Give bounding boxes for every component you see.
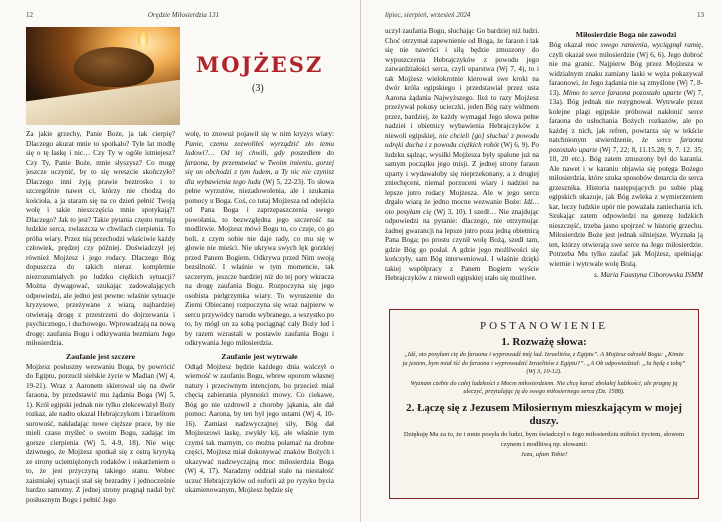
left-columns bbox=[26, 130, 334, 510]
left-running-head bbox=[26, 11, 334, 19]
left-column-2 bbox=[185, 130, 334, 510]
paragraph: Mojżesz posłuszny wezwaniu Boga, by powrócić do Egiptu, porzucił sielskie życie w Madian (Wj 4, 19-21). Wraz z Aaronem skierował się na dwór faraona, by przedstawić mu żądania Boga (Wj 5, 1). Król egipski jednak nie tylko zlekceważył Boży rozkaz, ale nadto okazał Hebrajczykom i Izraelitom surowość, nakładając nowe cięższe prace, by nie mieli czasu myśleć o swoim Bogu, zadając im gorsze cierpienia (Wj 5, 4-9, 18). Nie więc dziwnego, że Mojżesz spotkał się z ostrą krytyką ze strony uciemiężonych rodaków i oskarżeniem o to, że jest przyczyną takiego stanu. Wobec zaistniałej sytuacji stał się bezradny i jednocześnie bardzo samotny. Z jednej strony pragnął nadal być posłusznym Bogu i pełnić Jego bbox=[26, 362, 175, 504]
scripture-quote: Idź… oto posyłam cię bbox=[385, 198, 539, 216]
scripture-quote: że serce faraona pozostało uparte bbox=[549, 136, 703, 154]
right-running-head bbox=[385, 11, 704, 19]
closing-prayer: Jezu, ufam Tobie! bbox=[520, 451, 568, 459]
paragraph: wolę, to znowuż pojawił się w nim kryzys wiary: Panie, czemu zezwoliłeś wyrządzić zło temu ludowi?… Od tej chwili, gdy poszedłem do faraona, by przemawiać w Twoim imieniu, gorzej się on obchodzi z tym ludem, a Ty nic nie czynisz dla wybawienia tego ludu (Wj 5, 22-23). To słowa pełne wyrzutów, niezadowolenia, ale i szukania pomocy u Boga. Coś, co tutaj Mojżesza od odejścia od Pana Boga i zaprzepaszczenia swego powołania, to bezwzględna jego szczerość na modlitwie. Mojżesz mówi Bogu to, co czuje, co go boli, z czym sobie nie daje rady, co mu się w głowie nie mieści. Nie ukrywa swych lęk gorzkiej przed Panem Bogiem. Odkrywa przed Nim swoją bezsilność. I właśnie w tym momencie, tak szczerym, jeszcze bardziej niż do tej pory wkracza na drogę zaufania Bogu. Rozpoczyna się jego osobista pielgrzymka wiary. To wyruszenie do Ziemi Obiecanej rozpoczyna się wraz najpierw w sercu przywódcy narodu wybranego, a wszystko po to, by mógł on za sobą pociągnąć cały Boży lud i by razem wzrastali w postawie zaufania Bogu i odkrywania Jego miłosierdzia. bbox=[185, 130, 334, 347]
paragraph: uczył zaufania Bogu, słuchając Go bardziej niż ludzi. Choć otrzymał zapewnienie od Boga, że faraon i tak się nie nawróci i siłą będzie zmuszony do wypuszczenia Hebrajczyków z powodu jego zatwardziałości serca, czyli uparstwa (Wj 7, 4), to i tak Mojżesz wielokrotnie kierował swe kroki na dwór króla egipskiego i przedstawiał przez usta Aarona żądania Najwyższego. Ileż to razy Mojżesz przeżywał pokusy ucieczki, jeden Bóg razy widmem przez, bardziej, że każdy wymagał Jego słowa pełne nadziei i obietnicy wybawienia Hebrajczyków z niewoli egipskiej, nie chcieli [go] słuchać z powodu udręki ducha i z powodu ciężkich robót (Wj 6, 9). Po ludzku sądząc, wysiłki Mojżesza były spalone już na samym początku jego misji. Z jednej strony faraon uparty i wydawałoby się nieprzekonany, a z drugiej zniechęceni, niemal porzuceni wiary i nadziei na lepsze jutro rodacy Mojżesza. Ale w jego sercu drgało wiarą że jedno mocne wezwanie Boże: Idź… oto posyłam cię (Wj 3, 10). I szedł… Nie znajdując odpowiedzi na pytanie: dlaczego, nie otrzymując żadnej gwarancji na lepsze jutro poza jedną obietnicą Pana Boga; po prostu czynił wolę Bożą, szedł tam, gdzie Bóg go posłał. A gdzie jego możliwości się kończyły, sam Bóg interweniował. I właśnie dzięki takiej współpracy z Panem Bogiem wyście Hebrajczyków z niewoli egipskiej stało się możliwe. bbox=[385, 27, 539, 282]
right-page bbox=[361, 0, 722, 522]
scripture-quote: Mimo to serce faraona pozostało uparte bbox=[562, 88, 682, 97]
scripture-quote: nie chcieli [go] słuchać z powodu udręki ducha i z powodu ciężkich robót bbox=[385, 131, 539, 149]
resolution-text: Dziękuję Mu za to, że i mnie posyła do ludzi, bym świadczył o Jego miłosierdziu miłości życiem, słowem czynem i modlitwą np. słowami: bbox=[403, 431, 685, 448]
right-page-number: 13 bbox=[697, 11, 704, 19]
right-issue-date: lipiec, sierpień, wrzesień 2024 bbox=[385, 11, 471, 19]
right-columns bbox=[385, 27, 703, 307]
scripture-quote: „Idź, oto posyłam cię do faraona i wyprowadź mój lud. Izraelitów, z Egiptu”. A Mojżesz odrzekł Bogu: „Kimże ja jestem, bym miał iść do faraona i wyprowadzić Izraelitów z Egiptu?”. „A Ob odpowiedział: „Ja będę z tobą” (Wj 3, 10-12). bbox=[402, 351, 686, 376]
diary-quote: Wyznam czebie do całej ludzkości z Mocm miłosierdziem. Nie chcę karać zbolałej ludzkości, ale pragnę ją uleczyć, przytulając ją do swego miłosiernego serca (Dz. 1588). bbox=[410, 379, 678, 396]
article-part-number: (3) bbox=[252, 83, 264, 94]
oil-lamp-photo bbox=[26, 27, 180, 125]
section-heading: Miłosierdzie Boga nie zawodzi bbox=[575, 30, 677, 39]
section-heading: Zaufanie jest szczere bbox=[65, 351, 136, 361]
paragraph: Za jakie grzechy, Panie Boże, ja tak cierpię? Dlaczego akurat mnie to spotkało? Tyle lat modlę się o tę łaskę i nic… Czy Ty w ogóle istniejesz? Czy Ty, Panie Boże, mnie słyszysz? Co mogę jeszcze uczynić, by to się wreszcie skończyło? Dlaczego inni żyją prawie beztrosko i to szczególnie nawet ci, którzy nie chodzą do kościoła, a ja staram się na co dzień pełnić Twoją wolę i takie nieszczęścia mnie spotykają?! Dlaczego? Jak to jest? Takie pytania często nurtują ludzkie serca, zwłaszcza w chwilach cierpienia. To próba wiary. Przez nią przechodzi właściwie każdy człowiek, prędzej czy później. Doświadczył jej również Mojżesz i jego rodacy. Dlaczego Bóg dopuszcza do takich nieraz kompletnie niezrozumiałych po ludzku ciężkich sytuacji? Można dywagować, szukając zadowalających odpowiedzi, ale jedno jest pewne: właśnie sytuacje kryzysowe, przeżywane z wiarą, najbardziej otwierają drogę z przestrzeni do dojrzewania i psychicznego, i duchowego. Wprowadzają na nową drogę: zaufania Bogu i odkrywania bezmiaru Jego miłosierdzia. bbox=[26, 130, 175, 347]
scripture-quote: moc swego ramienia, wyciągnął ramię, bbox=[585, 41, 703, 50]
section-heading: Zaufanie jest wytrwałe bbox=[221, 351, 298, 361]
flame-icon bbox=[138, 29, 148, 47]
resolution-box bbox=[389, 309, 699, 499]
right-column-1 bbox=[385, 27, 539, 307]
right-column-2 bbox=[549, 27, 703, 307]
resolution-point-2: 2. Łączę się z Jezusem Miłosiernym mieszkającym w mojej duszy. bbox=[406, 401, 682, 427]
left-journal-title: Orędzie Miłosierdzia 131 bbox=[147, 11, 220, 19]
resolution-point-1: 1. Rozważę słowa: bbox=[501, 336, 587, 348]
left-page-number: 12 bbox=[26, 11, 33, 19]
scripture-quote: Panie, czemu zezwoliłeś wyrządzić zło temu ludowi?… Od tej chwili, gdy poszedłem do faraona, by przemawiać w Twoim imieniu, gorzej się on obchodzi z tym ludem, a Ty nic nie czynisz dla wybawienia tego ludu bbox=[185, 139, 334, 186]
paragraph: Bóg okazał moc swego ramienia, wyciągnął ramię, czyli okazał swe miłosierdzie (Wj 6, 6). Jego dobroć nie ma granic. Najpierw Bóg przez Mojżesza w widzialnym znaku zamiany laski w węża pokazywał faraonowi, że Jego żądania nie są zmyślone (Wj 7, 8-13). Mimo to serce faraona pozostało uparte (Wj 7, 13a). Bóg jednak nie rezygnował. Wytrwale przez kolejne plagi egipskie próbował nakłonić serce faraona do usłuchania Bożych rozkazów, ale po każdej z nich, jak refren, powtarza się w tekście natchnionym stwierdzenie, że serce faraona pozostało uparte (Wj 7, 22; 8, 11.15.28; 9, 7. 12. 35; 10, 20 etc.). Bóg zatem zmuszony był do karania. Ale nawet i w karaniu objawia się potęga Bożego miłosierdzia, które szuka sposobów dotarcia do serca grzesznika. Historia następujących po sobie plag egipskich ukazuje, jak Bóg zwleka z wymierzeniem kar, leczy ludzkie upór nie poważała zaniechania ich. Szukając zatem odpowiedzi na genezę ludzkich nieszczęść, trzeba jasno spojrzeć w historię grzechu. Miłosierdzie Boże jest jednak silniejsze. Wyznała ją ten, którzy otwierają swe serce na Jego miłosierdzie. Potrzeba Mu tylko zaufać jak Mojżesz, spełniając wiernie i wytrwale wolę Bożą. bbox=[549, 41, 703, 268]
oil-lamp-illustration bbox=[74, 47, 154, 87]
article-title: MOJŻESZ bbox=[196, 52, 324, 77]
left-column-1 bbox=[26, 130, 175, 510]
author-signature: s. Maria Faustyna Ciborowska ISMM bbox=[594, 271, 703, 280]
resolution-header: POSTANOWIENIE bbox=[480, 320, 608, 332]
paragraph: Odtąd Mojżesz będzie każdego dnia walczył o wierność w zaufaniu Bogu, wbrew oporom własnej natury i przeciwnym intencjom, bo przecież miał chęcią zabierania płynności mowy. Co ciekawe, Bóg go nie uzdrowił z choroby jąkania, ale dał pomoc: Aarona, by ten był jego ustami (Wj 4, 10-16). Zamiast nadzwyczajnej siły, Bóg dał Mojżeszowi laskę, zwykły kij, ale właśnie tym czymś tak marnym, co można połamać na drobne części, Mojżesz miał dokonywać znaków Bożych i ukazywać nadzwyczajną moc miłosierdzia Boga (Wj 4, 17). Naradzny oddział stale na niestałość uczuć Hebrajczyków od euforii aż po ryzyko bycia ukamienowanym, Mojżesz będzie się bbox=[185, 362, 334, 495]
